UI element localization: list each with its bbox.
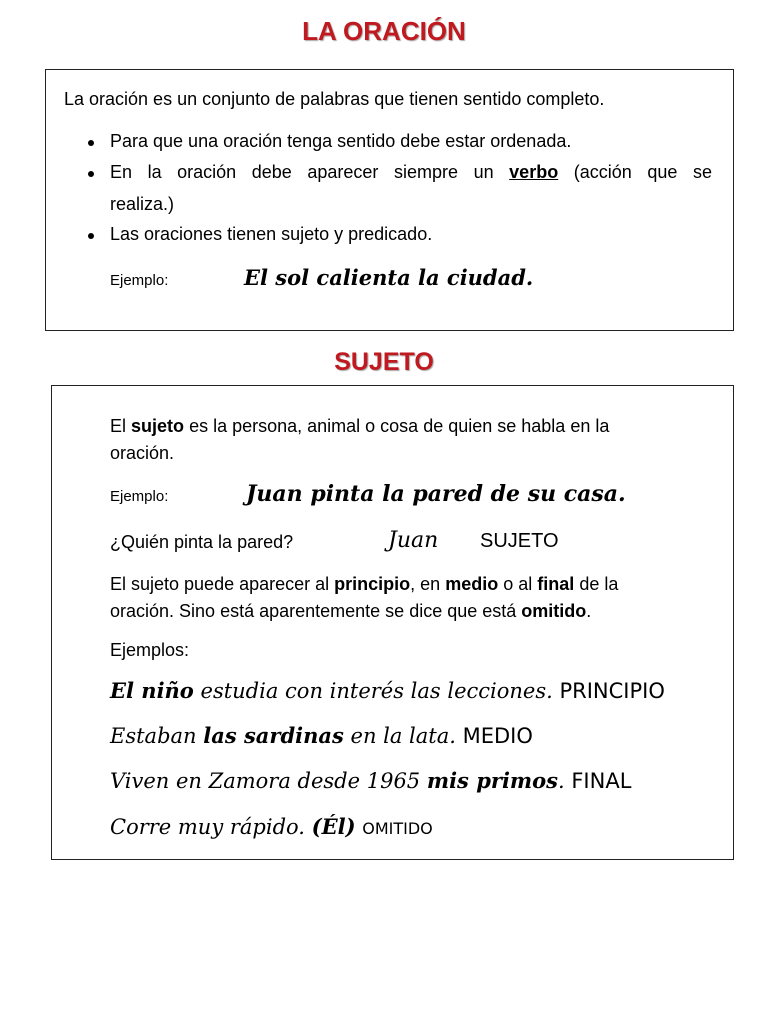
position-text: El sujeto puede aparecer al principio, en medio o al final de la	[110, 574, 619, 594]
example-sentence: El sol calienta la ciudad.	[244, 265, 534, 290]
bullet-icon	[88, 140, 94, 146]
examples-label: Ejemplos:	[110, 640, 190, 660]
intro-text: La oración es un conjunto de palabras que tienen sentido completo.	[64, 89, 605, 109]
bullet-1-text: Para que una oración tenga sentido debe estar ordenada.	[110, 131, 572, 151]
answer-label: SUJETO	[480, 530, 559, 552]
bullet-2-continuation: realiza.)	[110, 194, 175, 214]
example-sentence-3: Viven en Zamora desde 1965 mis primos. FINAL	[110, 768, 632, 793]
bullet-2-text: En la oración debe aparecer siempre un verbo (acción que se	[110, 162, 712, 182]
example-sentence-1: El niño estudia con interés las lecciones. PRINCIPIO	[110, 678, 665, 703]
bullet-icon	[88, 171, 94, 177]
bullet-icon	[88, 233, 94, 239]
position-text-continuation: oración. Sino está aparentemente se dice que está omitido.	[110, 601, 592, 621]
bullet-3-text: Las oraciones tienen sujeto y predicado.	[110, 224, 433, 244]
example-sentence: Juan pinta la pared de su casa.	[246, 481, 626, 507]
question-text: ¿Quién pinta la pared?	[110, 532, 294, 552]
page-title: LA ORACIÓN	[302, 16, 466, 46]
example-label: Ejemplo:	[110, 272, 169, 289]
answer-word: Juan	[388, 528, 439, 553]
example-label: Ejemplo:	[110, 488, 169, 505]
subject-definition: El sujeto es la persona, animal o cosa de quien se habla en la	[110, 416, 610, 436]
section-title: SUJETO	[334, 348, 434, 376]
subject-definition-continuation: oración.	[110, 443, 175, 463]
example-sentence-4: Corre muy rápido. (Él) OMITIDO	[110, 814, 433, 839]
example-sentence-2: Estaban las sardinas en la lata. MEDIO	[110, 723, 533, 748]
